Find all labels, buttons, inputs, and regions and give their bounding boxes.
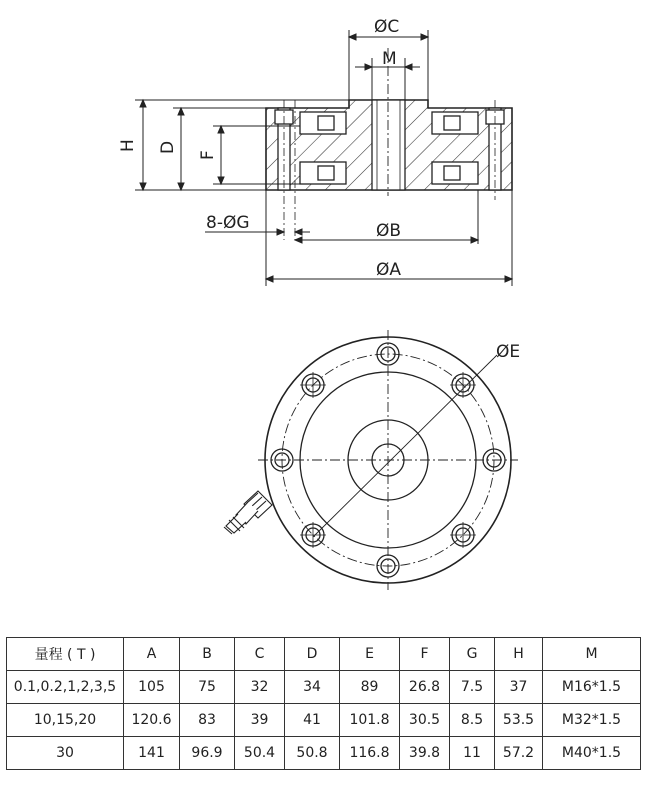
table-cell: 57.2 xyxy=(495,737,543,770)
table-cell: 89 xyxy=(340,671,400,704)
table-cell: 120.6 xyxy=(124,704,180,737)
header-m: M xyxy=(543,638,641,671)
table-row xyxy=(7,671,641,704)
label-dia-b: ØB xyxy=(376,221,402,241)
table-cell: 10,15,20 xyxy=(7,704,124,737)
table-cell: 7.5 xyxy=(450,671,495,704)
side-section-view xyxy=(266,48,512,240)
header-g: G xyxy=(450,638,495,671)
table-cell: 34 xyxy=(285,671,340,704)
table-cell: 0.1,0.2,1,2,3,5 xyxy=(7,671,124,704)
top-view xyxy=(224,330,521,590)
label-h: H xyxy=(118,139,138,152)
table-cell: 30.5 xyxy=(400,704,450,737)
label-m: M xyxy=(382,49,397,69)
header-f: F xyxy=(400,638,450,671)
spec-table xyxy=(6,637,641,770)
table-cell: 26.8 xyxy=(400,671,450,704)
table-cell: 101.8 xyxy=(340,704,400,737)
table-cell: 41 xyxy=(285,704,340,737)
table-cell: 11 xyxy=(450,737,495,770)
label-dia-c: ØC xyxy=(374,17,400,37)
table-row xyxy=(7,737,641,770)
label-f: F xyxy=(198,150,218,160)
table-cell: 37 xyxy=(495,671,543,704)
header-c: C xyxy=(235,638,285,671)
table-cell: 53.5 xyxy=(495,704,543,737)
table-cell: 141 xyxy=(124,737,180,770)
header-range: 量程 ( T ) xyxy=(7,638,124,671)
label-holes-g: 8-ØG xyxy=(206,213,250,233)
label-dia-a: ØA xyxy=(376,260,402,280)
table-header-row xyxy=(7,638,641,671)
header-h: H xyxy=(495,638,543,671)
table-cell: M40*1.5 xyxy=(543,737,641,770)
header-a: A xyxy=(124,638,180,671)
label-dia-e: ØE xyxy=(496,342,521,362)
table-cell: 116.8 xyxy=(340,737,400,770)
header-e: E xyxy=(340,638,400,671)
table-cell: 39.8 xyxy=(400,737,450,770)
table-cell: 75 xyxy=(180,671,235,704)
table-cell: M32*1.5 xyxy=(543,704,641,737)
header-d: D xyxy=(285,638,340,671)
table-cell: 8.5 xyxy=(450,704,495,737)
label-d: D xyxy=(158,140,178,154)
table-cell: 32 xyxy=(235,671,285,704)
table-cell: 105 xyxy=(124,671,180,704)
cable-gland xyxy=(224,491,272,534)
table-cell: 50.8 xyxy=(285,737,340,770)
table-row xyxy=(7,704,641,737)
table-cell: 50.4 xyxy=(235,737,285,770)
table-cell: M16*1.5 xyxy=(543,671,641,704)
table-cell: 96.9 xyxy=(180,737,235,770)
header-b: B xyxy=(180,638,235,671)
table-cell: 39 xyxy=(235,704,285,737)
table-cell: 30 xyxy=(7,737,124,770)
table-cell: 83 xyxy=(180,704,235,737)
